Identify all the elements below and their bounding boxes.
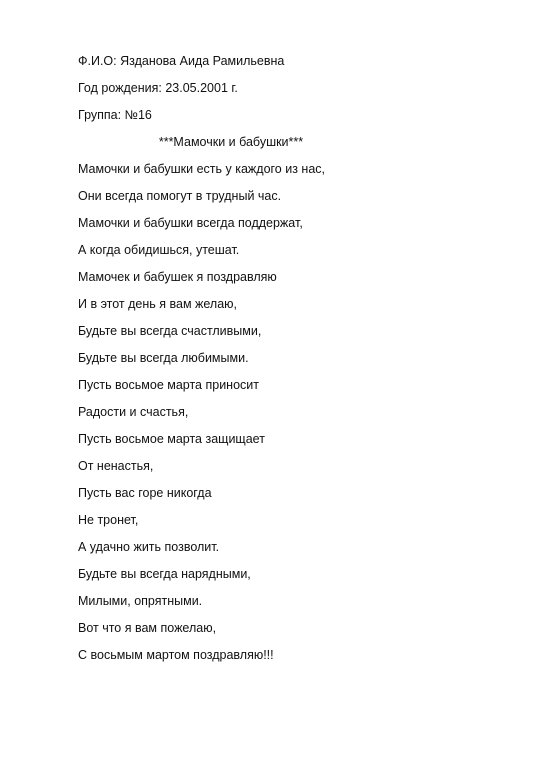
poem-line: Милыми, опрятными. [78, 594, 203, 608]
poem-line: Будьте вы всегда любимыми. [78, 351, 249, 365]
birth-date: Год рождения: 23.05.2001 г. [78, 81, 238, 95]
poem-line: От ненастья, [78, 459, 154, 473]
poem-title: ***Мамочки и бабушки*** [158, 135, 304, 149]
author-name: Ф.И.О: Язданова Аида Рамильевна [78, 54, 285, 68]
poem-line: Вот что я вам пожелаю, [78, 621, 217, 635]
poem-line: Мамочки и бабушки всегда поддержат, [78, 216, 303, 230]
poem-line: А удачно жить позволит. [78, 540, 220, 554]
poem-line: Будьте вы всегда счастливыми, [78, 324, 262, 338]
poem-line: Пусть вас горе никогда [78, 486, 212, 500]
group-number: Группа: №16 [78, 108, 152, 122]
poem-line: Будьте вы всегда нарядными, [78, 567, 251, 581]
poem-line: Мамочек и бабушек я поздравляю [78, 270, 277, 284]
poem-line: И в этот день я вам желаю, [78, 297, 238, 311]
poem-line: А когда обидишься, утешат. [78, 243, 240, 257]
poem-line: Мамочки и бабушки есть у каждого из нас, [78, 162, 325, 176]
poem-line: Пусть восьмое марта приносит [78, 378, 259, 392]
poem-line: Они всегда помогут в трудный час. [78, 189, 282, 203]
poem-line: С восьмым мартом поздравляю!!! [78, 648, 274, 662]
poem-line: Не тронет, [78, 513, 139, 527]
poem-line: Пусть восьмое марта защищает [78, 432, 265, 446]
poem-line: Радости и счастья, [78, 405, 189, 419]
